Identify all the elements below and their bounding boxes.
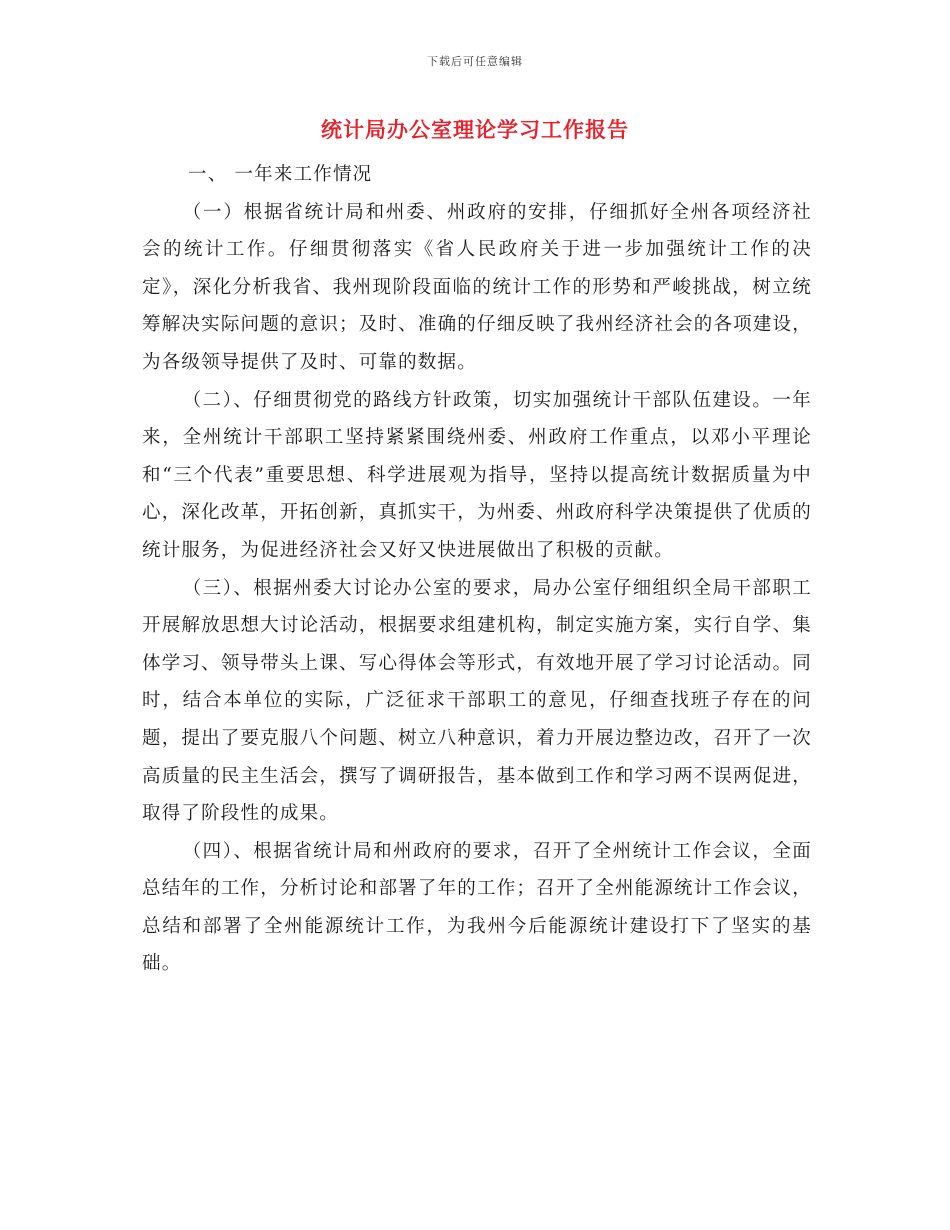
page-header-note: 下载后可任意编辑 — [427, 55, 523, 68]
paragraph-4: （四）、根据省统计局和州政府的要求，召开了全州统计工作会议，全面总结年的工作，分析讨论和部署了年的工作；召开了全州能源统计工作会议，总结和部署了全州能源统计工作，为我州今后能源统计建设打下了坚实的基础。 — [142, 840, 812, 975]
paragraph-1: （一）根据省统计局和州委、州政府的安排，仔细抓好全州各项经济社会的统计工作。仔细贯彻落实《省人民政府关于进一步加强统计工作的决定》，深化分析我省、我州现阶段面临的统计工作的形势和严峻挑战，树立统筹解决实际问题的意识；及时、准确的仔细反映了我州经济社会的各项建设，为各级领导提供了及时、可靠的数据。 — [142, 201, 812, 373]
document-body — [142, 156, 812, 983]
paragraph-3: （三）、根据州委大讨论办公室的要求，局办公室仔细组织全局干部职工开展解放思想大讨论活动，根据要求组建机构，制定实施方案，实行自学、集体学习、领导带头上课、写心得体会等形式，有效地开展了学习讨论活动。同时，结合本单位的实际，广泛征求干部职工的意见，仔细查找班子存在的问题，提出了要克服八个问题、树立八种意识，着力开展边整边改，召开了一次高质量的民主生活会，撰写了调研报告，基本做到工作和学习两不误两促进，取得了阶段性的成果。 — [142, 577, 812, 825]
paragraph-2: （二）、仔细贯彻党的路线方针政策，切实加强统计干部队伍建设。一年来，全州统计干部职工坚持紧紧围绕州委、州政府工作重点，以邓小平理论和“三个代表”重要思想、科学进展观为指导，坚持以提高统计数据质量为中心，深化改革，开拓创新，真抓实干，为州委、州政府科学决策提供了优质的统计服务，为促进经济社会又好又快进展做出了积极的贡献。 — [142, 389, 812, 561]
section-heading: 一、 一年来工作情况 — [188, 164, 373, 185]
document-title: 统计局办公室理论学习工作报告 — [321, 117, 629, 142]
